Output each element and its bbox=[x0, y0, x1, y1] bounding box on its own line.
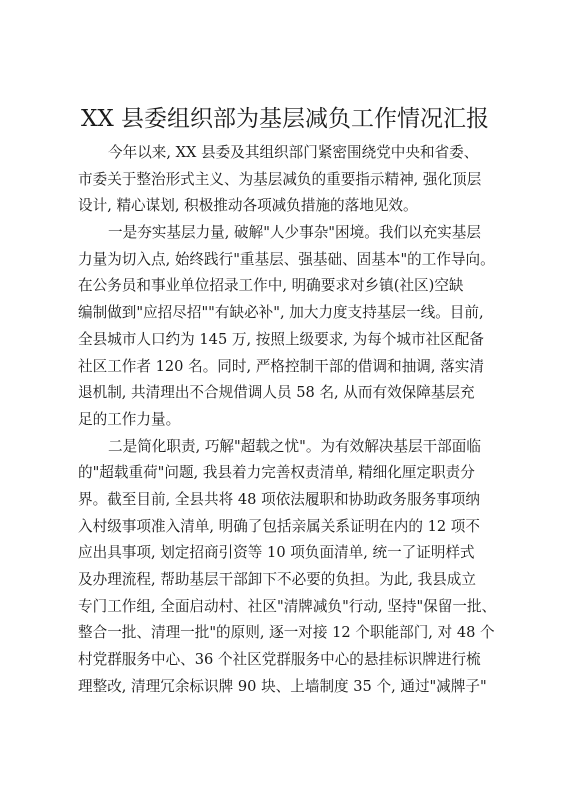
body-line: 应出具事项, 划定招商引资等 10 项负面清单, 统一了证明样式 bbox=[78, 544, 475, 562]
body-line: 及办理流程, 帮助基层干部卸下不必要的负担。为此, 我县成立 bbox=[78, 571, 476, 588]
body-line: 足的工作力量。 bbox=[78, 410, 181, 428]
document-body bbox=[78, 140, 498, 700]
body-line: 全县城市人口约为 145 万, 按照上级要求, 为每个城市社区配备 bbox=[78, 330, 484, 348]
body-line: 入村级事项准入清单, 明确了包括亲属关系证明在内的 12 项不 bbox=[78, 517, 480, 535]
body-line: 市委关于整治形式主义、为基层减负的重要指示精神, 强化顶层 bbox=[78, 170, 482, 188]
body-line: 的"超载重荷"问题, 我县着力完善权责清单, 精细化厘定职责分 bbox=[78, 464, 475, 482]
body-line: 理整改, 清理冗余标识牌 90 块、上墙制度 35 个, 通过"减牌子" bbox=[78, 677, 487, 695]
body-line: 二是简化职责, 巧解"超载之忧"。为有效解决基层干部面临 bbox=[108, 437, 481, 455]
document-title: XX 县委组织部为基层减负工作情况汇报 bbox=[80, 106, 490, 132]
body-line: 村党群服务中心、36 个社区党群服务中心的悬挂标识牌进行梳 bbox=[78, 651, 481, 669]
body-line: 退机制, 共清理出不合规借调人员 58 名, 从而有效保障基层充 bbox=[78, 384, 475, 402]
body-line: 界。截至目前, 全县共将 48 项依法履职和协助政务服务事项纳 bbox=[78, 490, 480, 508]
body-line: 专门工作组, 全面启动村、社区"清牌减负"行动, 坚持"保留一批、 bbox=[78, 597, 497, 615]
body-line: 设计, 精心谋划, 积极推动各项减负措施的落地见效。 bbox=[78, 197, 418, 215]
body-line: 力量为切入点, 始终践行"重基层、强基础、固基本"的工作导向。 bbox=[78, 250, 495, 268]
body-line: 社区工作者 120 名。同时, 严格控制干部的借调和抽调, 落实清 bbox=[78, 357, 484, 375]
body-line: 在公务员和事业单位招录工作中, 明确要求对乡镇(社区)空缺 bbox=[78, 277, 464, 295]
body-line: 编制做到"应招尽招""有缺必补", 加大力度支持基层一线。目前, bbox=[78, 304, 484, 322]
body-line: 今年以来, XX 县委及其组织部门紧密围绕党中央和省委、 bbox=[108, 144, 479, 161]
body-line: 一是夯实基层力量, 破解"人少事杂"困境。我们以充实基层 bbox=[108, 224, 481, 242]
body-line: 整合一批、清理一批"的原则, 逐一对接 12 个职能部门, 对 48 个 bbox=[78, 624, 495, 642]
